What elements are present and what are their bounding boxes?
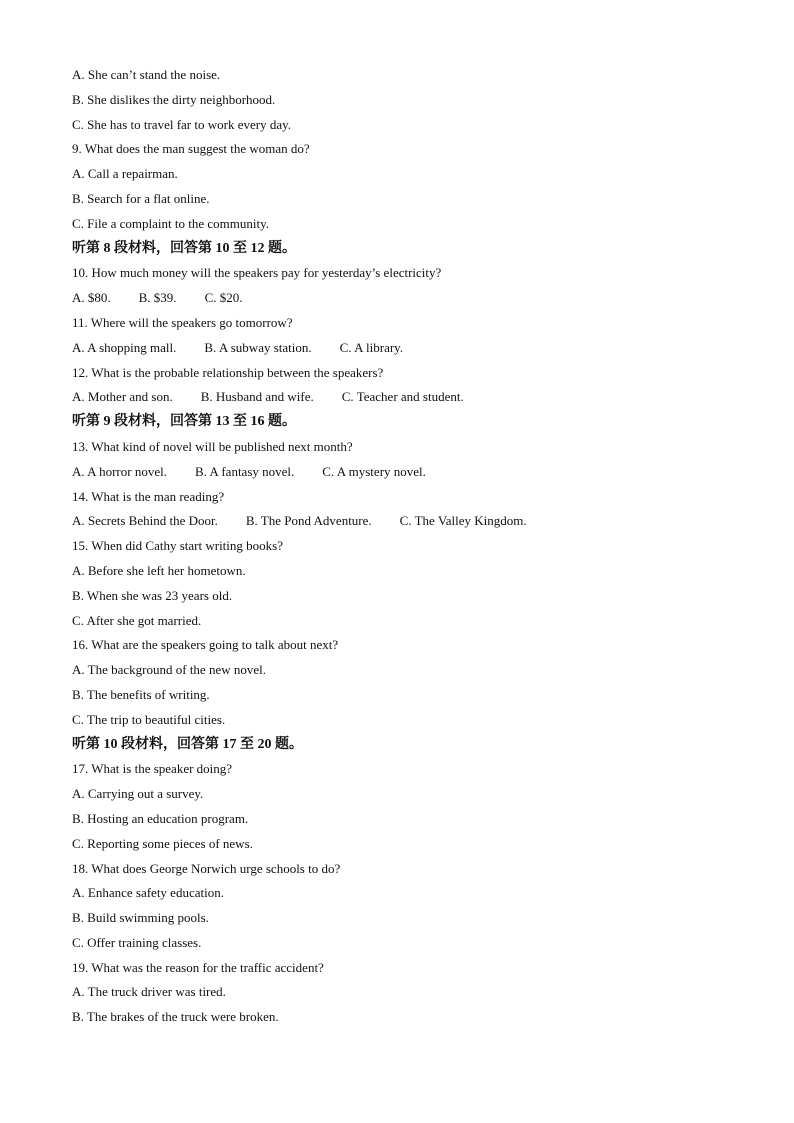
answer-option: B. A subway station. (204, 339, 312, 355)
options-row (72, 385, 772, 410)
answer-option: B. The Pond Adventure. (245, 513, 372, 529)
text-line: B. When she was 23 years old. (72, 587, 233, 603)
answer-option: B. Husband and wife. (200, 389, 314, 405)
text-line: C. Reporting some pieces of news. (72, 835, 253, 851)
text-line: 17. What is the speaker doing? (72, 761, 233, 777)
text-line: 19. What was the reason for the traffic accident? (72, 959, 324, 975)
text-line: 18. What does George Norwich urge schools to do? (72, 860, 341, 876)
answer-option: A. A horror novel. (72, 463, 167, 479)
text-line: B. The benefits of writing. (72, 686, 210, 702)
answer-option: C. A mystery novel. (322, 463, 426, 479)
text-line: 15. When did Cathy start writing books? (72, 538, 283, 554)
text-line: B. Hosting an education program. (72, 810, 249, 826)
options-row (72, 336, 772, 361)
answer-option: C. Teacher and student. (341, 389, 464, 405)
options-row (72, 460, 772, 485)
text-line: 10. How much money will the speakers pay for yesterday’s electricity? (72, 265, 442, 281)
text-line: A. Before she left her hometown. (72, 562, 246, 578)
answer-option: A. A shopping mall. (72, 339, 177, 355)
section-heading: 听第 8 段材料，回答第 10 至 12 题。 (72, 240, 296, 256)
text-line: 13. What kind of novel will be published next month? (72, 438, 353, 454)
answer-option: A. Mother and son. (72, 389, 173, 405)
text-line: A. Enhance safety education. (72, 885, 224, 901)
text-line: 11. Where will the speakers go tomorrow? (72, 314, 293, 330)
text-line: C. The trip to beautiful cities. (72, 711, 226, 727)
answer-option: C. A library. (339, 339, 404, 355)
text-line: C. After she got married. (72, 612, 202, 628)
answer-option: B. $39. (138, 290, 177, 306)
text-line: 16. What are the speakers going to talk about next? (72, 637, 339, 653)
text-line: B. The brakes of the truck were broken. (72, 1009, 279, 1025)
text-line: B. She dislikes the dirty neighborhood. (72, 91, 276, 107)
text-line: B. Build swimming pools. (72, 910, 209, 926)
options-row (72, 509, 772, 534)
text-line: 9. What does the man suggest the woman do? (72, 141, 310, 157)
text-line: A. The truck driver was tired. (72, 984, 226, 1000)
answer-option: C. $20. (204, 290, 243, 306)
section-heading: 听第 9 段材料，回答第 13 至 16 题。 (72, 414, 296, 430)
exam-page (72, 63, 772, 1030)
section-heading: 听第 10 段材料，回答第 17 至 20 题。 (72, 736, 303, 752)
answer-option: A. Secrets Behind the Door. (72, 513, 218, 529)
text-line: 12. What is the probable relationship between the speakers? (72, 364, 384, 380)
options-row (72, 286, 772, 311)
answer-option: A. $80. (72, 290, 111, 306)
text-line: A. She can’t stand the noise. (72, 67, 221, 82)
answer-option: B. A fantasy novel. (194, 463, 295, 479)
text-line: A. Carrying out a survey. (72, 786, 204, 802)
text-line: C. File a complaint to the community. (72, 215, 270, 231)
text-line: 14. What is the man reading? (72, 488, 225, 504)
text-line: B. Search for a flat online. (72, 190, 210, 206)
text-line: C. She has to travel far to work every day. (72, 116, 292, 132)
text-line: A. Call a repairman. (72, 166, 178, 182)
text-line: C. Offer training classes. (72, 934, 202, 950)
answer-option: C. The Valley Kingdom. (399, 513, 527, 529)
text-line: A. The background of the new novel. (72, 662, 266, 678)
